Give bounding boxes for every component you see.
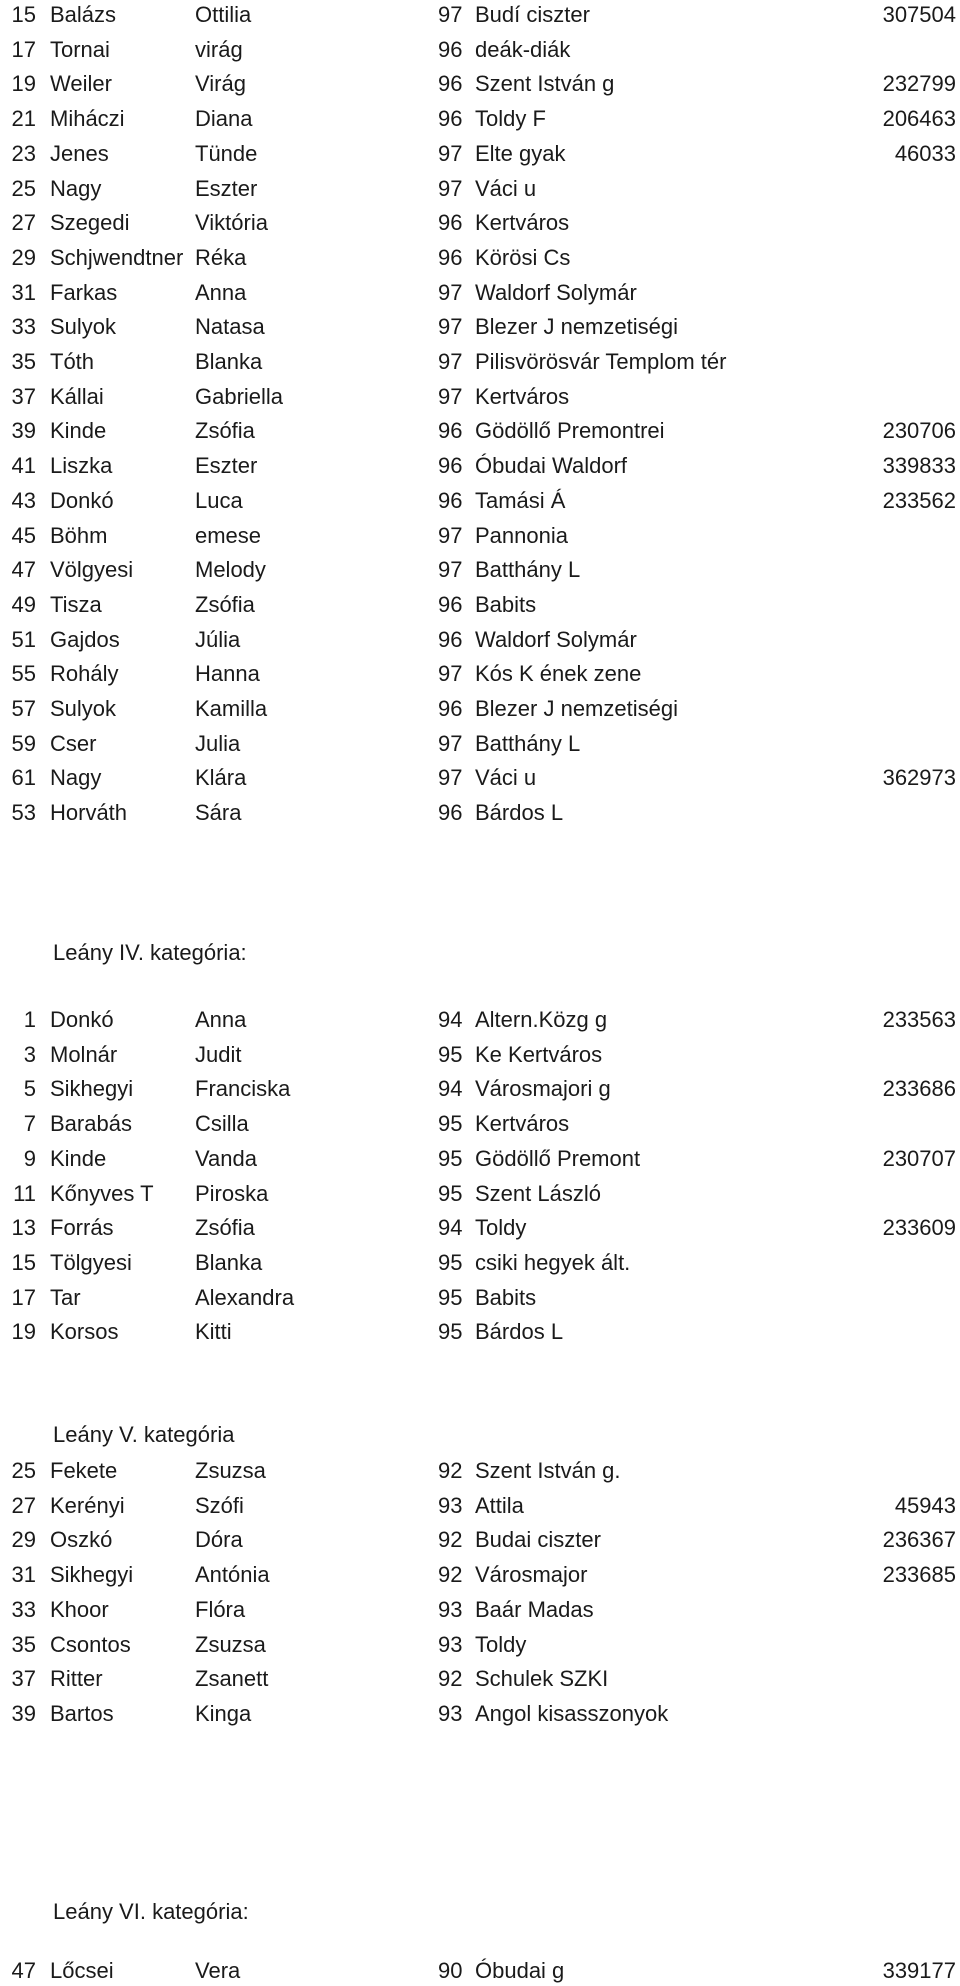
cell-code: 232799 [882,71,956,97]
cell-num: 41 [11,453,36,479]
cell-last: Ritter [50,1666,103,1692]
cell-num: 35 [11,1631,36,1657]
cell-last: Sikhegyi [50,1076,134,1102]
cell-last: Tornai [50,36,110,62]
cell-first: emese [195,522,262,548]
cell-year: 97 [438,765,463,791]
cell-last: Oszkó [50,1527,113,1553]
cell-school: Bárdos L [475,800,564,826]
cell-code: 233563 [882,1007,956,1032]
cell-year: 96 [438,71,463,97]
cell-year: 94 [438,1215,463,1241]
cell-school: Gödöllő Premont [475,1145,641,1171]
cell-first: virág [195,36,243,62]
cell-school: Waldorf Solymár [475,279,637,305]
cell-year: 97 [438,349,463,374]
cell-year: 96 [438,626,463,652]
cell-year: 96 [438,210,463,236]
cell-num: 39 [11,418,36,444]
cell-code: 230707 [882,1145,956,1171]
cell-num: 53 [11,800,36,826]
cell-school: deák-diák [475,36,571,62]
cell-last: Kinde [50,418,107,444]
table-row [0,451,960,481]
cell-last: Tar [50,1284,81,1310]
cell-year: 96 [438,591,463,617]
cell-school: Altern.Közg g [475,1007,608,1032]
cell-num: 29 [11,1527,36,1553]
cell-year: 90 [438,1958,463,1983]
cell-first: Piroska [195,1180,269,1206]
cell-school: Pannonia [475,522,568,548]
cell-last: Nagy [50,175,102,201]
cell-last: Fekete [50,1458,118,1483]
cell-school: Angol kisasszonyok [475,1700,669,1726]
cell-num: 59 [11,730,36,756]
table-row [0,798,960,828]
cell-num: 39 [11,1700,36,1726]
cell-first: Melody [195,557,266,583]
cell-first: Júlia [195,626,241,652]
cell-last: Böhm [50,522,108,548]
cell-year: 96 [438,418,463,444]
cell-school: Kertváros [475,210,570,236]
cell-num: 45 [11,522,36,548]
cell-num: 25 [11,175,36,201]
cell-year: 97 [438,140,463,166]
cell-code: 45943 [894,1492,956,1518]
table-row [0,1040,960,1070]
cell-first: Franciska [195,1076,291,1102]
cell-last: Rohály [50,661,119,687]
table-row [0,139,960,169]
cell-code: 46033 [894,140,956,166]
cell-school: Kertváros [475,1111,570,1137]
cell-num: 55 [11,661,36,687]
table-row [0,1074,960,1104]
cell-last: Miháczi [50,106,125,132]
cell-num: 49 [11,591,36,617]
table-row [0,416,960,446]
cell-num: 31 [11,1562,36,1588]
cell-num: 9 [23,1145,36,1171]
cell-year: 96 [438,696,463,721]
cell-school: Toldy [475,1631,527,1657]
cell-num: 33 [11,1596,36,1622]
cell-year: 97 [438,2,463,27]
cell-year: 97 [438,557,463,583]
cell-year: 97 [438,730,463,756]
cell-first: Szófi [195,1492,244,1518]
table-row [0,521,960,551]
cell-num: 61 [11,765,36,791]
table-row [0,1630,960,1660]
table-row [0,278,960,308]
cell-first: Luca [195,487,243,513]
cell-first: Tünde [195,140,258,166]
table-row [0,104,960,134]
cell-first: Judit [195,1041,242,1067]
cell-last: Gajdos [50,626,120,652]
cell-school: Babits [475,591,537,617]
cell-first: Eszter [195,453,258,479]
cell-year: 95 [438,1249,463,1275]
table-row [0,625,960,655]
cell-first: Csilla [195,1111,249,1137]
cell-year: 92 [438,1562,463,1588]
table-row [0,1491,960,1521]
cell-year: 96 [438,244,463,270]
cell-first: Julia [195,730,241,756]
cell-school: Toldy [475,1215,527,1241]
cell-num: 35 [11,349,36,374]
cell-year: 95 [438,1284,463,1310]
cell-last: Bartos [50,1700,114,1726]
cell-last: Horváth [50,800,128,826]
cell-first: Flóra [195,1596,246,1622]
cell-num: 7 [23,1111,36,1137]
cell-school: Körösi Cs [475,244,571,270]
cell-first: Diana [195,106,253,132]
cell-first: Antónia [195,1562,270,1588]
table-row [0,208,960,238]
cell-num: 25 [11,1458,36,1483]
cell-first: Virág [195,71,246,97]
cell-first: Alexandra [195,1284,295,1310]
cell-last: Molnár [50,1041,118,1067]
cell-school: Waldorf Solymár [475,626,637,652]
cell-num: 19 [11,71,36,97]
cell-last: Liszka [50,453,113,479]
cell-school: Budai ciszter [475,1527,601,1553]
table-row [0,659,960,689]
cell-first: Kamilla [195,696,268,721]
table-row [0,243,960,273]
cell-num: 37 [11,383,36,409]
cell-last: Völgyesi [50,557,134,583]
cell-last: Sulyok [50,696,117,721]
cell-school: Blezer J nemzetiségi [475,314,678,340]
cell-school: Baár Madas [475,1596,594,1622]
cell-year: 96 [438,36,463,62]
table-row [0,1525,960,1555]
cell-num: 5 [23,1076,36,1102]
cell-num: 21 [11,106,36,132]
cell-last: Nagy [50,765,102,791]
table-row [0,69,960,99]
cell-school: Tamási Á [475,487,566,513]
cell-school: Szent István g. [475,1458,621,1483]
cell-school: Blezer J nemzetiségi [475,696,678,721]
cell-year: 93 [438,1700,463,1726]
cell-school: Váci u [475,765,537,791]
cell-school: Babits [475,1284,537,1310]
cell-num: 43 [11,487,36,513]
cell-code: 233686 [882,1076,956,1102]
table-row [0,382,960,412]
table-row [0,729,960,759]
cell-school: Váci u [475,175,537,201]
cell-school: Városmajori g [475,1076,611,1102]
cell-num: 27 [11,210,36,236]
cell-year: 97 [438,661,463,687]
section-iv-heading: Leány IV. kategória: [53,940,247,965]
table-row [0,1560,960,1590]
cell-last: Tölgyesi [50,1249,132,1275]
cell-last: Jenes [50,140,109,166]
cell-num: 23 [11,140,36,166]
cell-year: 93 [438,1492,463,1518]
cell-num: 1 [23,1007,36,1032]
cell-school: Schulek SZKI [475,1666,609,1692]
cell-first: Réka [195,244,247,270]
cell-first: Gabriella [195,383,284,409]
cell-code: 362973 [882,765,956,791]
cell-num: 17 [11,1284,36,1310]
section-vi-heading: Leány VI. kategória: [53,1899,249,1924]
cell-last: Khoor [50,1596,109,1622]
cell-school: Óbudai g [475,1958,565,1983]
cell-first: Zsuzsa [195,1631,266,1657]
cell-year: 92 [438,1527,463,1553]
cell-first: Blanka [195,1249,263,1275]
cell-first: Zsófia [195,1215,255,1241]
cell-num: 13 [11,1215,36,1241]
table-row [0,347,960,377]
cell-year: 97 [438,314,463,340]
cell-num: 17 [11,36,36,62]
cell-year: 96 [438,106,463,132]
cell-num: 15 [11,2,36,27]
cell-first: Kinga [195,1700,252,1726]
cell-first: Anna [195,1007,247,1032]
cell-num: 47 [11,1958,36,1983]
section-v-heading: Leány V. kategória [53,1422,235,1447]
cell-year: 97 [438,175,463,201]
cell-last: Sikhegyi [50,1562,134,1588]
cell-first: Kitti [195,1319,232,1345]
cell-school: Toldy F [475,106,546,132]
table-row [0,1109,960,1139]
cell-year: 92 [438,1666,463,1692]
cell-school: Batthány L [475,557,581,583]
cell-first: Ottilia [195,2,252,27]
table-row [0,1956,960,1986]
table-row [0,486,960,516]
cell-school: Attila [475,1492,524,1518]
table-row [0,1248,960,1278]
cell-code: 339833 [882,453,956,479]
table-row [0,1595,960,1625]
cell-num: 29 [11,244,36,270]
cell-last: Kállai [50,383,104,409]
cell-num: 51 [11,626,36,652]
table-row [0,1456,960,1486]
cell-num: 31 [11,279,36,305]
cell-last: Donkó [50,1007,114,1032]
cell-first: Natasa [195,314,265,340]
cell-year: 96 [438,800,463,826]
table-row [0,312,960,342]
cell-first: Hanna [195,661,260,687]
cell-last: Sulyok [50,314,117,340]
cell-last: Kinde [50,1145,107,1171]
cell-last: Kőnyves T [50,1180,154,1206]
cell-code: 233562 [882,487,956,513]
table-row [0,694,960,724]
cell-code: 233609 [882,1215,956,1241]
cell-school: Szent László [475,1180,601,1206]
cell-code: 339177 [882,1958,956,1983]
table-row [0,1144,960,1174]
cell-num: 19 [11,1319,36,1345]
cell-last: Donkó [50,487,114,513]
cell-code: 233685 [882,1562,956,1588]
cell-code: 206463 [882,106,956,132]
cell-school: Batthány L [475,730,581,756]
cell-num: 27 [11,1492,36,1518]
cell-year: 93 [438,1631,463,1657]
cell-school: Budí ciszter [475,2,590,27]
table-row [0,1317,960,1347]
cell-first: Zsófia [195,418,255,444]
cell-school: Kertváros [475,383,570,409]
cell-year: 96 [438,453,463,479]
cell-last: Szegedi [50,210,130,236]
cell-school: Városmajor [475,1562,588,1588]
cell-first: Viktória [195,210,268,236]
cell-school: csiki hegyek ált. [475,1249,631,1275]
cell-num: 11 [13,1180,36,1206]
table-row [0,590,960,620]
cell-last: Kerényi [50,1492,125,1518]
cell-last: Forrás [50,1215,114,1241]
table-row [0,1213,960,1243]
table-row [0,1283,960,1313]
cell-last: Barabás [50,1111,132,1137]
cell-num: 57 [11,696,36,721]
cell-last: Cser [50,730,97,756]
cell-school: Kós K ének zene [475,661,642,687]
cell-code: 307504 [882,2,956,27]
cell-last: Korsos [50,1319,119,1345]
cell-last: Farkas [50,279,118,305]
cell-last: Csontos [50,1631,131,1657]
cell-school: Bárdos L [475,1319,564,1345]
cell-school: Elte gyak [475,140,566,166]
table-row [0,1179,960,1209]
cell-year: 93 [438,1596,463,1622]
cell-last: Tóth [50,349,95,374]
table-row [0,35,960,65]
cell-last: Balázs [50,2,117,27]
cell-first: Zsófia [195,591,255,617]
cell-code: 236367 [882,1527,956,1553]
cell-school: Pilisvörösvár Templom tér [475,349,727,374]
cell-last: Tisza [50,591,102,617]
cell-first: Zsanett [195,1666,269,1692]
cell-school: Óbudai Waldorf [475,453,628,479]
table-row [0,0,960,30]
cell-first: Klára [195,765,247,791]
cell-school: Szent István g [475,71,615,97]
cell-year: 92 [438,1458,463,1483]
cell-year: 95 [438,1145,463,1171]
cell-year: 94 [438,1007,463,1032]
cell-first: Vanda [195,1145,257,1171]
cell-year: 97 [438,279,463,305]
cell-year: 94 [438,1076,463,1102]
cell-first: Eszter [195,175,258,201]
cell-first: Anna [195,279,247,305]
table-row [0,1664,960,1694]
cell-num: 37 [11,1666,36,1692]
table-row [0,1005,960,1035]
cell-year: 95 [438,1111,463,1137]
cell-last: Weiler [50,71,112,97]
table-row [0,1699,960,1729]
cell-num: 15 [11,1249,36,1275]
cell-year: 97 [438,522,463,548]
cell-school: Gödöllő Premontrei [475,418,665,444]
cell-year: 96 [438,487,463,513]
table-row [0,555,960,585]
cell-last: Schjwendtner [50,244,184,270]
cell-year: 97 [438,383,463,409]
cell-first: Vera [195,1958,241,1983]
cell-first: Dóra [195,1527,243,1553]
cell-first: Blanka [195,349,263,374]
table-row [0,174,960,204]
cell-first: Zsuzsa [195,1458,266,1483]
cell-year: 95 [438,1180,463,1206]
cell-year: 95 [438,1319,463,1345]
cell-num: 3 [23,1041,36,1067]
cell-code: 230706 [882,418,956,444]
cell-first: Sára [195,800,242,826]
cell-last: Lőcsei [50,1958,114,1983]
table-row [0,763,960,793]
cell-num: 47 [11,557,36,583]
cell-year: 95 [438,1041,463,1067]
cell-school: Ke Kertváros [475,1041,603,1067]
cell-num: 33 [11,314,36,340]
